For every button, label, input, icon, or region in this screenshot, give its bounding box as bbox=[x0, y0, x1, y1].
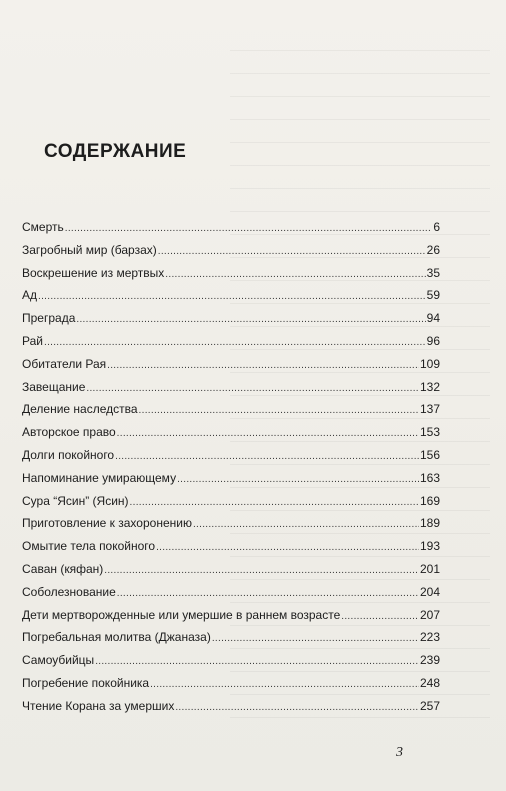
toc-entry bbox=[22, 421, 440, 444]
dot-leader bbox=[193, 514, 419, 537]
toc-entry-title: Смерть bbox=[22, 220, 64, 234]
toc-entry-page: 59 bbox=[426, 288, 440, 303]
dot-leader bbox=[165, 264, 425, 287]
toc-entry-title: Преграда bbox=[22, 311, 76, 326]
toc-entry-page: 223 bbox=[419, 630, 440, 645]
dot-leader bbox=[104, 560, 419, 583]
toc-entry-page: 6 bbox=[433, 220, 440, 234]
dot-leader bbox=[158, 241, 426, 264]
toc-entry bbox=[22, 307, 440, 330]
toc-entry-title: Ад bbox=[22, 288, 38, 303]
toc-entry-page: 201 bbox=[419, 561, 440, 576]
toc-entry-title: Деление наследства bbox=[22, 402, 138, 417]
toc-entry-title: Самоубийцы bbox=[22, 653, 95, 668]
toc-entry-title: Приготовление к захоронению bbox=[22, 516, 192, 531]
dot-leader bbox=[115, 446, 419, 469]
toc-entry-title: Чтение Корана за умерших bbox=[22, 698, 175, 713]
toc-entry-page: 26 bbox=[426, 242, 440, 257]
toc-entry bbox=[22, 467, 440, 490]
page-title: СОДЕРЖАНИЕ bbox=[44, 140, 187, 162]
dot-leader bbox=[117, 423, 419, 446]
toc-entry-title: Обитатели Рая bbox=[22, 356, 107, 371]
toc-entry-title: Загробный мир (барзах) bbox=[22, 242, 157, 257]
dot-leader bbox=[76, 309, 425, 332]
toc-entry-title: Авторское право bbox=[22, 425, 116, 440]
toc-entry-page: 169 bbox=[419, 493, 440, 508]
toc-entry-title: Погребение покойника bbox=[22, 675, 150, 690]
toc-entry-page: 239 bbox=[419, 653, 440, 668]
toc-entry bbox=[22, 695, 440, 718]
toc-entry bbox=[22, 239, 440, 262]
toc-entry-page: 204 bbox=[419, 584, 440, 599]
toc-entry-page: 153 bbox=[419, 425, 440, 440]
table-of-contents bbox=[22, 216, 440, 718]
toc-entry-page: 109 bbox=[419, 356, 440, 371]
toc-entry-title: Воскрешение из мертвых bbox=[22, 265, 165, 280]
dot-leader bbox=[86, 378, 419, 401]
dot-leader bbox=[341, 606, 419, 629]
dot-leader bbox=[175, 697, 419, 720]
toc-entry-title: Омытие тела покойного bbox=[22, 539, 156, 554]
toc-entry bbox=[22, 216, 440, 239]
dot-leader bbox=[38, 286, 426, 309]
toc-entry-page: 193 bbox=[419, 539, 440, 554]
toc-entry bbox=[22, 330, 440, 353]
toc-entry bbox=[22, 604, 440, 627]
toc-entry bbox=[22, 512, 440, 535]
dot-leader bbox=[130, 492, 419, 515]
toc-entry bbox=[22, 284, 440, 307]
toc-entry bbox=[22, 490, 440, 513]
toc-entry-page: 257 bbox=[419, 698, 440, 713]
page-number: 3 bbox=[396, 745, 403, 760]
dot-leader bbox=[212, 628, 419, 651]
toc-entry-title: Напоминание умирающему bbox=[22, 470, 177, 485]
toc-entry-page: 137 bbox=[419, 402, 440, 417]
toc-entry-title: Завещание bbox=[22, 379, 86, 394]
toc-entry bbox=[22, 672, 440, 695]
toc-entry-title: Сура “Ясин” (Ясин) bbox=[22, 493, 129, 508]
toc-entry-title: Дети мертворожденные или умершие в раннем возрасте bbox=[22, 607, 341, 622]
toc-entry bbox=[22, 535, 440, 558]
toc-entry bbox=[22, 626, 440, 649]
toc-entry bbox=[22, 581, 440, 604]
dot-leader bbox=[156, 537, 419, 560]
dot-leader bbox=[95, 651, 419, 674]
toc-entry-page: 207 bbox=[419, 607, 440, 622]
dot-leader bbox=[107, 355, 419, 378]
dot-leader bbox=[44, 332, 426, 355]
toc-entry bbox=[22, 558, 440, 581]
dot-leader bbox=[177, 469, 419, 492]
toc-entry bbox=[22, 649, 440, 672]
toc-entry-title: Соболезнование bbox=[22, 584, 116, 599]
toc-entry bbox=[22, 444, 440, 467]
dot-leader bbox=[117, 583, 419, 606]
toc-entry-page: 163 bbox=[419, 470, 440, 485]
toc-entry-page: 189 bbox=[419, 516, 440, 531]
toc-entry-page: 248 bbox=[419, 675, 440, 690]
toc-entry bbox=[22, 353, 440, 376]
toc-entry bbox=[22, 398, 440, 421]
toc-entry-page: 94 bbox=[426, 311, 440, 326]
toc-entry-title: Погребальная молитва (Джаназа) bbox=[22, 630, 211, 645]
toc-entry bbox=[22, 376, 440, 399]
toc-entry-page: 132 bbox=[419, 379, 440, 394]
dot-leader bbox=[150, 674, 419, 697]
dot-leader bbox=[139, 400, 419, 423]
toc-entry-title: Саван (кяфан) bbox=[22, 561, 104, 576]
dot-leader bbox=[65, 218, 433, 241]
toc-entry-title: Долги покойного bbox=[22, 447, 115, 462]
toc-entry bbox=[22, 262, 440, 285]
toc-entry-page: 96 bbox=[426, 333, 440, 348]
toc-entry-page: 156 bbox=[419, 447, 440, 462]
toc-entry-page: 35 bbox=[426, 265, 440, 280]
toc-entry-title: Рай bbox=[22, 333, 43, 348]
